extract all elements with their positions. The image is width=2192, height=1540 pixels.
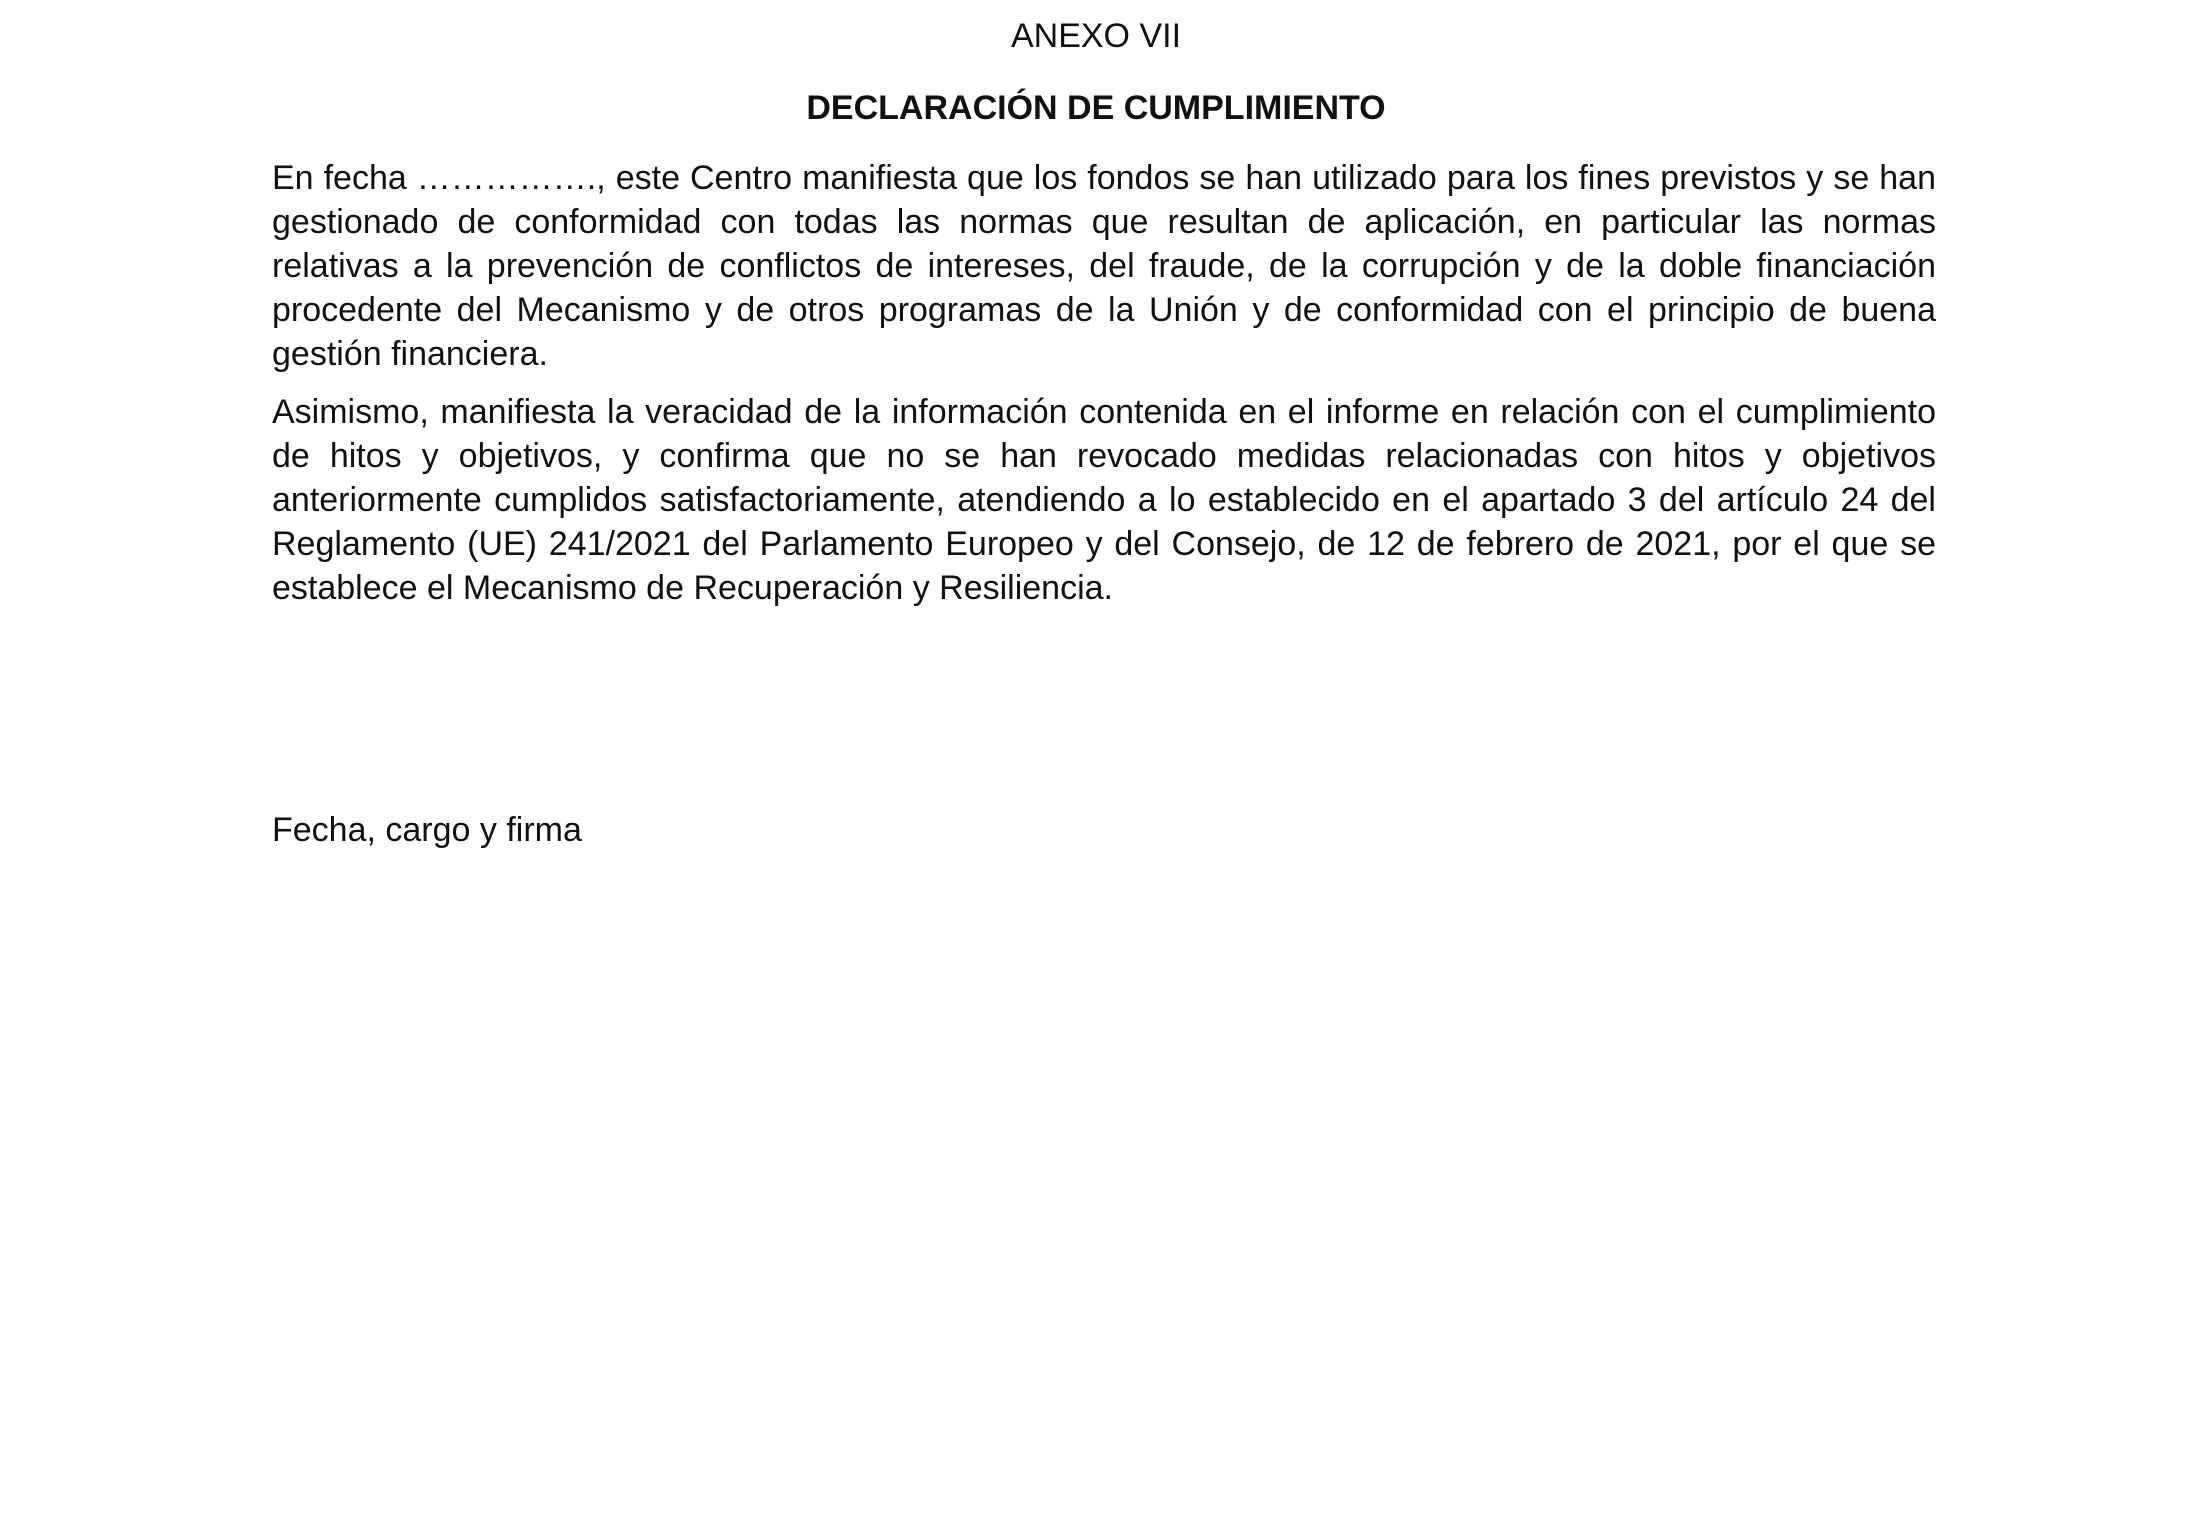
document-body <box>272 156 1936 624</box>
paragraph-veracity: Asimismo, manifiesta la veracidad de la información contenida en el informe en relación con el cumplimiento de hitos y objetivos, y confirma que no se han revocado medidas relacionadas con hitos y objetivos anteriormente cumplidos satisfactoriamente, atendiendo a lo establecido en el apartado 3 del artículo 24 del Reglamento (UE) 241/2021 del Parlamento Europeo y del Consejo, de 12 de febrero de 2021, por el que se establece el Mecanismo de Recuperación y Resiliencia. <box>272 393 1936 607</box>
paragraph-declaration: En fecha ……………., este Centro manifiesta que los fondos se han utilizado para los fines previstos y se han gestionado de conformidad con todas las normas que resultan de aplicación, en particular las normas relativas a la prevención de conflictos de intereses, del fraude, de la corrupción y de la doble financiación procedente del Mecanismo y de otros programas de la Unión y de conformidad con el principio de buena gestión financiera. <box>272 159 1936 373</box>
document-title: DECLARACIÓN DE CUMPLIMIENTO <box>806 89 1386 127</box>
annex-label: ANEXO VII <box>1010 17 1182 55</box>
signature-label: Fecha, cargo y firma <box>272 811 582 849</box>
